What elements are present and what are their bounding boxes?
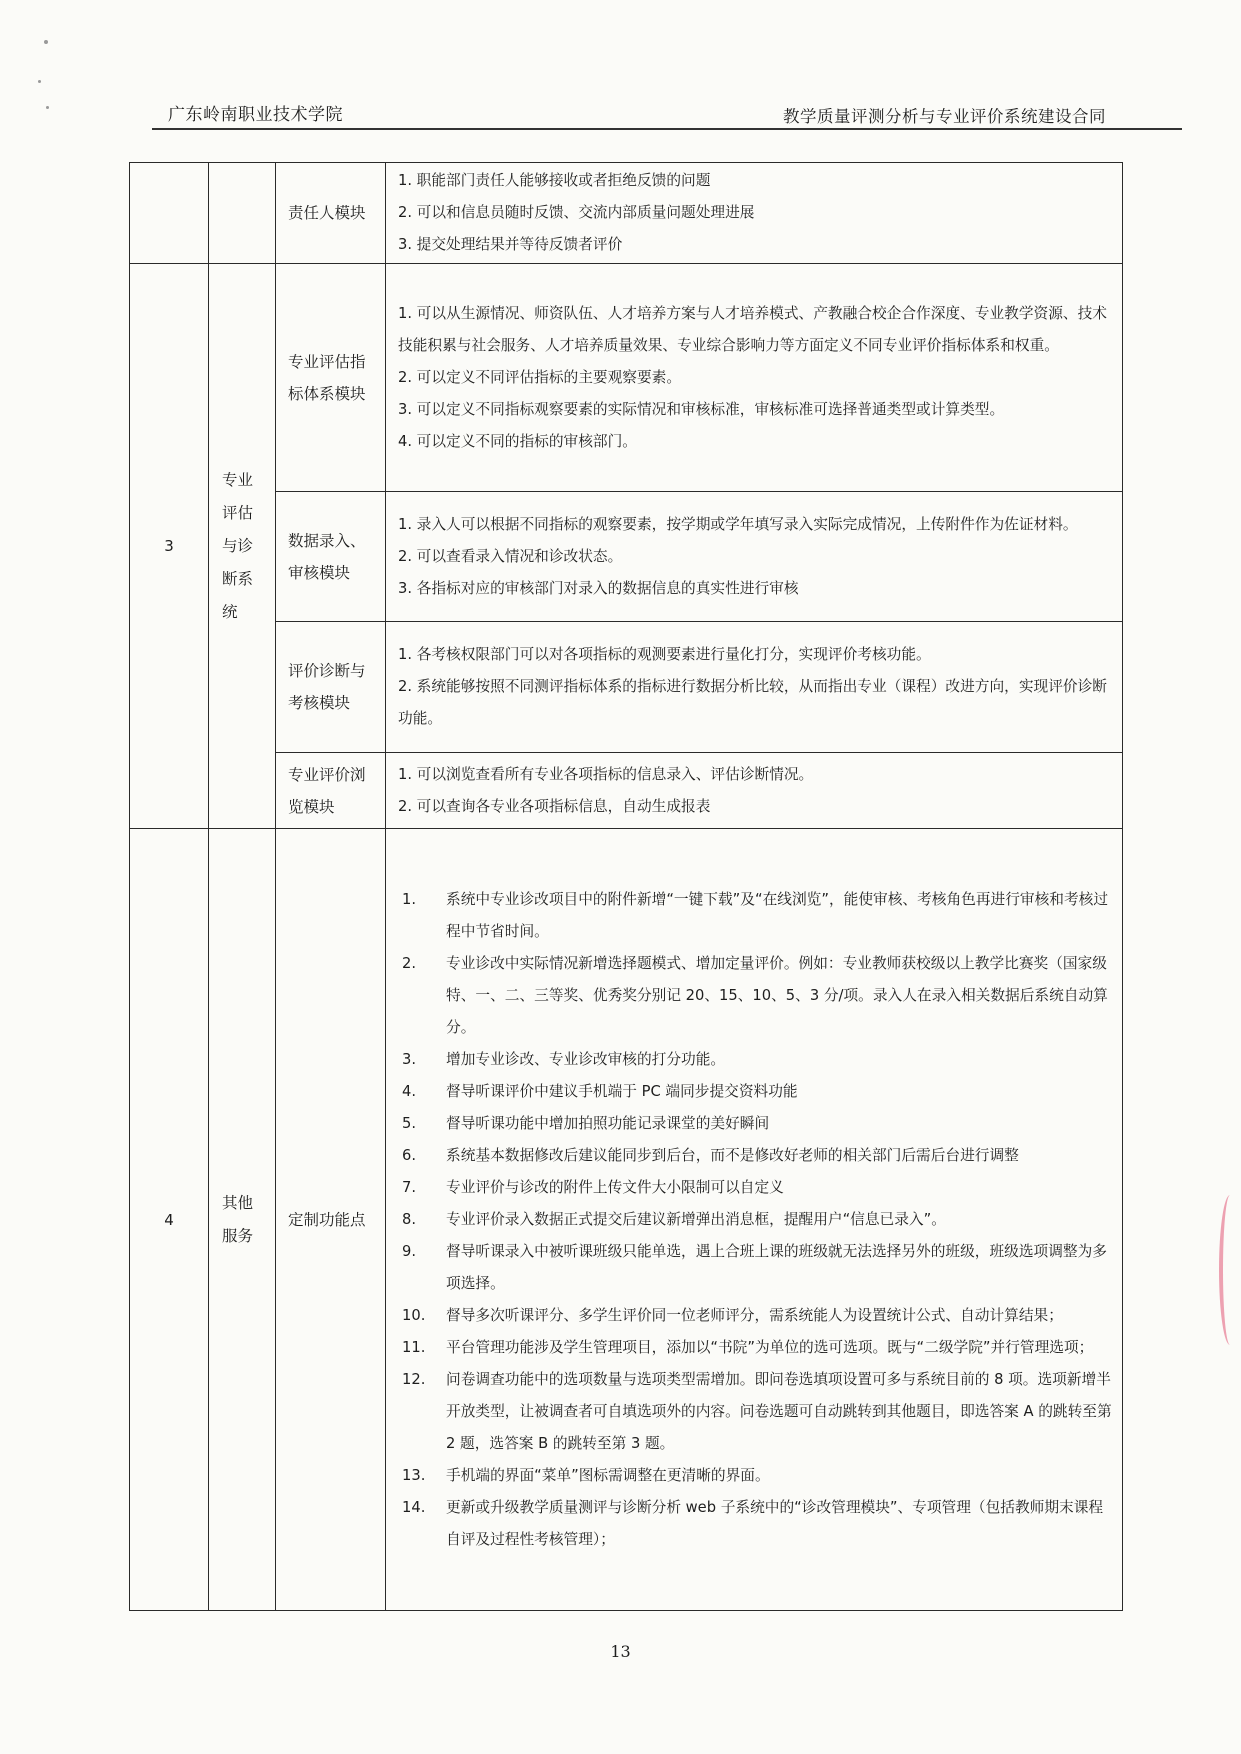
item-text: 专业评价与诊改的附件上传文件大小限制可以自定义 xyxy=(446,1178,784,1196)
item-number: 7. xyxy=(402,1178,417,1196)
function-item: 3. 提交处理结果并等待反馈者评价 xyxy=(398,236,623,253)
system-name xyxy=(209,829,276,1611)
item-text: 问卷调查功能中的选项数量与选项类型需增加。即问卷选填项设置可多与系统目前的 8 项。选项新增半开放类型，让被调查者可自填选项外的内容。问卷选题可自动跳转到其他题目，即选答案 A 的跳转至第 2 题，选答案 B 的跳转至第 3 题。 xyxy=(446,1370,1112,1452)
item-number: 13. xyxy=(402,1466,426,1484)
custom-feature-item xyxy=(398,1460,1112,1492)
function-cell xyxy=(386,492,1123,622)
system-name-text: 其他服务 xyxy=(222,1193,254,1245)
header-contract-title: 教学质量评测分析与专业评价系统建设合同 xyxy=(783,107,1106,126)
module-name: 专业评价浏览模块 xyxy=(276,753,386,829)
custom-feature-item xyxy=(398,1140,1112,1172)
item-number: 2. xyxy=(402,954,417,972)
table-row xyxy=(130,753,1123,829)
module-name: 责任人模块 xyxy=(276,163,386,264)
custom-feature-item xyxy=(398,1204,1112,1236)
item-number: 3. xyxy=(402,1050,417,1068)
function-cell xyxy=(386,264,1123,492)
function-item: 2. 可以查看录入情况和诊改状态。 xyxy=(398,547,623,565)
item-number: 12. xyxy=(402,1370,426,1388)
item-text: 专业诊改中实际情况新增选择题模式、增加定量评价。例如：专业教师获校级以上教学比赛奖（国家级特、一、二、三等奖、优秀奖分别记 20、15、10、5、3 分/项。录入人在录入相关数据后系统自动算分。 xyxy=(446,954,1108,1036)
scan-dust xyxy=(38,80,41,83)
page-number: 13 xyxy=(610,1642,631,1661)
header-institution: 广东岭南职业技术学院 xyxy=(168,105,343,125)
custom-feature-item xyxy=(398,1332,1112,1364)
custom-feature-item xyxy=(398,1492,1112,1556)
custom-feature-item xyxy=(398,1236,1112,1300)
function-item: 2. 可以和信息员随时反馈、交流内部质量问题处理进展 xyxy=(398,204,755,221)
module-name: 评价诊断与考核模块 xyxy=(276,622,386,753)
serial-number: 3 xyxy=(130,264,209,829)
function-item: 1. 可以从生源情况、师资队伍、人才培养方案与人才培养模式、产教融合校企合作深度、专业教学资源、技术技能积累与社会服务、人才培养质量效果、专业综合影响力等方面定义不同专业评价指标体系和权重。 xyxy=(398,304,1107,354)
function-item: 1. 各考核权限部门可以对各项指标的观测要素进行量化打分，实现评价考核功能。 xyxy=(398,646,931,663)
custom-feature-item xyxy=(398,884,1112,948)
item-number: 8. xyxy=(402,1210,417,1228)
serial-cell xyxy=(130,163,209,264)
table-row xyxy=(130,492,1123,622)
item-text: 手机端的界面“菜单”图标需调整在更清晰的界面。 xyxy=(446,1466,770,1484)
custom-feature-item xyxy=(398,1364,1112,1460)
function-item: 2. 系统能够按照不同测评指标体系的指标进行数据分析比较，从而指出专业（课程）改进方向，实现评价诊断功能。 xyxy=(398,678,1107,727)
function-item: 3. 可以定义不同指标观察要素的实际情况和审核标准，审核标准可选择普通类型或计算类型。 xyxy=(398,400,1005,418)
function-item: 4. 可以定义不同的指标的审核部门。 xyxy=(398,432,637,450)
system-cell xyxy=(209,163,276,264)
module-name: 数据录入、审核模块 xyxy=(276,492,386,622)
header-rule xyxy=(152,128,1182,130)
item-text: 督导多次听课评分、多学生评价同一位老师评分，需系统能人为设置统计公式、自动计算结果； xyxy=(446,1306,1063,1324)
system-name-text: 专业评估与诊断系统 xyxy=(222,470,254,621)
item-text: 增加专业诊改、专业诊改审核的打分功能。 xyxy=(446,1050,726,1068)
requirements-table xyxy=(129,162,1123,1611)
item-text: 系统中专业诊改项目中的附件新增“一键下载”及“在线浏览”，能使审核、考核角色再进行审核和考核过程中节省时间。 xyxy=(446,890,1109,940)
custom-feature-item xyxy=(398,1108,1112,1140)
custom-feature-item xyxy=(398,1044,1112,1076)
item-text: 督导听课评价中建议手机端于 PC 端同步提交资料功能 xyxy=(446,1082,798,1100)
item-text: 更新或升级教学质量测评与诊断分析 web 子系统中的“诊改管理模块”、专项管理（包括教师期末课程自评及过程性考核管理）； xyxy=(446,1498,1104,1548)
function-cell xyxy=(386,753,1123,829)
custom-feature-item xyxy=(398,1300,1112,1332)
function-item: 2. 可以查询各专业各项指标信息，自动生成报表 xyxy=(398,797,711,815)
custom-feature-item xyxy=(398,1172,1112,1204)
scan-dust xyxy=(44,40,48,44)
function-item: 2. 可以定义不同评估指标的主要观察要素。 xyxy=(398,368,682,386)
item-number: 10. xyxy=(402,1306,426,1324)
item-text: 平台管理功能涉及学生管理项目，添加以“书院”为单位的选可选项。既与“二级学院”并行管理选项； xyxy=(446,1338,1094,1356)
item-text: 督导听课功能中增加拍照功能记录课堂的美好瞬间 xyxy=(446,1114,770,1132)
function-cell xyxy=(386,163,1123,264)
item-number: 1. xyxy=(402,890,417,908)
table-row xyxy=(130,264,1123,492)
serial-number: 4 xyxy=(130,829,209,1611)
item-number: 9. xyxy=(402,1242,417,1260)
module-name: 专业评估指标体系模块 xyxy=(276,264,386,492)
stamp-edge xyxy=(1219,1195,1241,1345)
custom-feature-item xyxy=(398,948,1112,1044)
table-row xyxy=(130,622,1123,753)
item-text: 专业评价录入数据正式提交后建议新增弹出消息框，提醒用户“信息已录入”。 xyxy=(446,1210,946,1228)
table-row xyxy=(130,829,1123,1611)
function-cell xyxy=(386,622,1123,753)
custom-feature-item xyxy=(398,1076,1112,1108)
function-cell xyxy=(386,829,1123,1611)
function-item: 1. 录入人可以根据不同指标的观察要素，按学期或学年填写录入实际完成情况，上传附件作为佐证材料。 xyxy=(398,515,1078,533)
module-name: 定制功能点 xyxy=(276,829,386,1611)
item-number: 6. xyxy=(402,1146,417,1164)
scan-dust xyxy=(46,106,49,109)
function-item: 1. 可以浏览查看所有专业各项指标的信息录入、评估诊断情况。 xyxy=(398,765,814,783)
item-text: 督导听课录入中被听课班级只能单选，遇上合班上课的班级就无法选择另外的班级，班级选项调整为多项选择。 xyxy=(446,1242,1107,1292)
system-name xyxy=(209,264,276,829)
table-row xyxy=(130,163,1123,264)
item-number: 5. xyxy=(402,1114,417,1132)
item-number: 14. xyxy=(402,1498,426,1516)
item-number: 4. xyxy=(402,1082,417,1100)
function-item: 1. 职能部门责任人能够接收或者拒绝反馈的问题 xyxy=(398,172,711,189)
item-number: 11. xyxy=(402,1338,426,1356)
function-item: 3. 各指标对应的审核部门对录入的数据信息的真实性进行审核 xyxy=(398,579,799,597)
item-text: 系统基本数据修改后建议能同步到后台，而不是修改好老师的相关部门后需后台进行调整 xyxy=(446,1146,1019,1164)
